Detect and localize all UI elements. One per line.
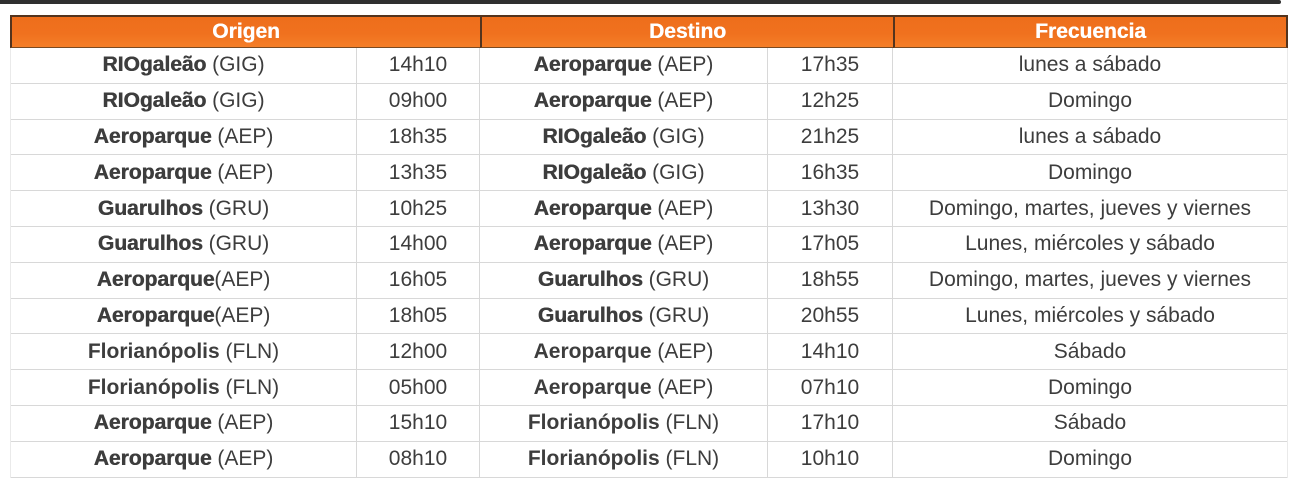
origin-city: Florianópolis bbox=[87, 375, 220, 399]
origin-time-cell bbox=[357, 120, 480, 155]
destination-time-cell bbox=[768, 263, 893, 298]
destination-cell bbox=[480, 370, 768, 405]
destination-airport-code: (AEP) bbox=[651, 232, 714, 256]
frequency-cell bbox=[893, 84, 1287, 119]
origin-airport-code: (GRU) bbox=[202, 196, 270, 220]
destination-city: Aeroparque bbox=[533, 89, 652, 113]
destination-time-cell bbox=[768, 370, 893, 405]
frequency-cell bbox=[893, 48, 1287, 83]
destination-time: 17h05 bbox=[800, 232, 860, 256]
table-row bbox=[11, 370, 1287, 406]
frequency-text: Domingo bbox=[1047, 447, 1133, 471]
destination-time-cell bbox=[768, 299, 893, 334]
frequency-text: Domingo bbox=[1047, 89, 1133, 113]
frequency-text: Sábado bbox=[1053, 411, 1127, 435]
flight-schedule-table bbox=[10, 15, 1288, 478]
table-row bbox=[11, 48, 1287, 84]
origin-time-cell bbox=[357, 227, 480, 262]
destination-airport-code: (AEP) bbox=[651, 196, 714, 220]
origin-time: 08h10 bbox=[388, 447, 448, 471]
destination-cell bbox=[480, 299, 768, 334]
destination-time: 21h25 bbox=[800, 124, 860, 148]
origin-cell bbox=[11, 48, 357, 83]
header-frequency: Frecuencia bbox=[893, 15, 1288, 48]
table-header-row bbox=[10, 15, 1288, 48]
header-destination: Destino bbox=[480, 15, 893, 48]
destination-city: Florianópolis bbox=[527, 447, 660, 471]
destination-city: Aeroparque bbox=[533, 339, 652, 363]
destination-airport-code: (FLN) bbox=[659, 447, 720, 471]
table-row bbox=[11, 263, 1287, 299]
destination-time-cell bbox=[768, 84, 893, 119]
destination-cell bbox=[480, 155, 768, 190]
table-row bbox=[11, 84, 1287, 120]
origin-cell bbox=[11, 191, 357, 226]
destination-airport-code: (GIG) bbox=[646, 124, 705, 148]
destination-cell bbox=[480, 120, 768, 155]
origin-city: Guarulhos bbox=[97, 196, 203, 220]
destination-time: 07h10 bbox=[800, 375, 860, 399]
frequency-text: Sábado bbox=[1053, 339, 1127, 363]
destination-airport-code: (FLN) bbox=[659, 411, 720, 435]
destination-city: RIOgaleão bbox=[542, 124, 647, 148]
frequency-text: lunes a sábado bbox=[1018, 53, 1162, 77]
destination-city: Guarulhos bbox=[537, 268, 643, 292]
destination-time: 17h35 bbox=[800, 53, 860, 77]
destination-cell bbox=[480, 263, 768, 298]
table-row bbox=[11, 442, 1287, 478]
origin-time-cell bbox=[357, 191, 480, 226]
frequency-cell bbox=[893, 191, 1287, 226]
origin-time-cell bbox=[357, 299, 480, 334]
destination-time-cell bbox=[768, 191, 893, 226]
destination-cell bbox=[480, 48, 768, 83]
destination-time-cell bbox=[768, 155, 893, 190]
origin-cell bbox=[11, 370, 357, 405]
destination-city: Florianópolis bbox=[527, 411, 660, 435]
origin-cell bbox=[11, 442, 357, 477]
destination-city: RIOgaleão bbox=[542, 160, 647, 184]
frequency-cell bbox=[893, 370, 1287, 405]
destination-cell bbox=[480, 334, 768, 369]
frequency-cell bbox=[893, 155, 1287, 190]
origin-time: 14h00 bbox=[388, 232, 448, 256]
origin-time: 13h35 bbox=[388, 160, 448, 184]
destination-time-cell bbox=[768, 48, 893, 83]
origin-airport-code: (GIG) bbox=[206, 53, 265, 77]
table-row bbox=[11, 299, 1287, 335]
origin-time-cell bbox=[357, 84, 480, 119]
destination-time: 12h25 bbox=[800, 89, 860, 113]
origin-city: Aeroparque bbox=[93, 447, 212, 471]
origin-airport-code: (GRU) bbox=[202, 232, 270, 256]
table-body bbox=[10, 48, 1288, 478]
origin-time: 14h10 bbox=[388, 53, 448, 77]
destination-city: Aeroparque bbox=[533, 375, 652, 399]
origin-city: RIOgaleão bbox=[102, 89, 207, 113]
origin-time: 18h05 bbox=[388, 303, 448, 327]
frequency-cell bbox=[893, 299, 1287, 334]
origin-time-cell bbox=[357, 48, 480, 83]
origin-airport-code: (FLN) bbox=[219, 339, 280, 363]
destination-cell bbox=[480, 191, 768, 226]
origin-city: Aeroparque bbox=[96, 268, 215, 292]
frequency-cell bbox=[893, 263, 1287, 298]
origin-city: Guarulhos bbox=[97, 232, 203, 256]
destination-time-cell bbox=[768, 334, 893, 369]
header-origin: Origen bbox=[10, 15, 480, 48]
destination-time: 14h10 bbox=[800, 339, 860, 363]
origin-city: Aeroparque bbox=[96, 303, 215, 327]
origin-time-cell bbox=[357, 370, 480, 405]
destination-time: 10h10 bbox=[800, 447, 860, 471]
destination-city: Guarulhos bbox=[537, 303, 643, 327]
destination-time-cell bbox=[768, 120, 893, 155]
destination-airport-code: (AEP) bbox=[651, 339, 714, 363]
origin-airport-code: (FLN) bbox=[219, 375, 280, 399]
destination-time: 18h55 bbox=[800, 268, 860, 292]
table-row bbox=[11, 120, 1287, 156]
origin-time: 18h35 bbox=[388, 124, 448, 148]
frequency-text: lunes a sábado bbox=[1018, 124, 1162, 148]
destination-time-cell bbox=[768, 406, 893, 441]
destination-city: Aeroparque bbox=[533, 53, 652, 77]
origin-cell bbox=[11, 299, 357, 334]
origin-time-cell bbox=[357, 155, 480, 190]
origin-cell bbox=[11, 263, 357, 298]
origin-city: Aeroparque bbox=[93, 160, 212, 184]
destination-cell bbox=[480, 84, 768, 119]
destination-airport-code: (AEP) bbox=[651, 375, 714, 399]
destination-city: Aeroparque bbox=[533, 196, 652, 220]
top-divider-bar bbox=[0, 0, 1281, 4]
destination-time: 20h55 bbox=[800, 303, 860, 327]
origin-airport-code: (AEP) bbox=[211, 447, 274, 471]
origin-time-cell bbox=[357, 406, 480, 441]
destination-time: 13h30 bbox=[800, 196, 860, 220]
destination-airport-code: (GRU) bbox=[642, 268, 710, 292]
destination-cell bbox=[480, 442, 768, 477]
frequency-text: Lunes, miércoles y sábado bbox=[965, 303, 1215, 327]
origin-city: Aeroparque bbox=[93, 411, 212, 435]
frequency-text: Domingo bbox=[1047, 160, 1133, 184]
origin-time: 05h00 bbox=[388, 375, 448, 399]
origin-cell bbox=[11, 227, 357, 262]
origin-time: 12h00 bbox=[388, 339, 448, 363]
destination-airport-code: (GIG) bbox=[646, 160, 705, 184]
origin-airport-code: (AEP) bbox=[214, 268, 271, 292]
frequency-cell bbox=[893, 227, 1287, 262]
table-row bbox=[11, 227, 1287, 263]
destination-cell bbox=[480, 227, 768, 262]
destination-time: 17h10 bbox=[800, 411, 860, 435]
destination-airport-code: (AEP) bbox=[651, 89, 714, 113]
destination-city: Aeroparque bbox=[533, 232, 652, 256]
frequency-text: Domingo, martes, jueves y viernes bbox=[928, 268, 1252, 292]
destination-time-cell bbox=[768, 227, 893, 262]
table-row bbox=[11, 406, 1287, 442]
origin-time: 10h25 bbox=[388, 196, 448, 220]
origin-cell bbox=[11, 334, 357, 369]
destination-airport-code: (AEP) bbox=[651, 53, 714, 77]
frequency-text: Lunes, miércoles y sábado bbox=[965, 232, 1215, 256]
frequency-cell bbox=[893, 406, 1287, 441]
frequency-text: Domingo bbox=[1047, 375, 1133, 399]
origin-airport-code: (GIG) bbox=[206, 89, 265, 113]
origin-city: RIOgaleão bbox=[102, 53, 207, 77]
destination-time: 16h35 bbox=[800, 160, 860, 184]
origin-airport-code: (AEP) bbox=[211, 124, 274, 148]
frequency-cell bbox=[893, 120, 1287, 155]
origin-time-cell bbox=[357, 442, 480, 477]
destination-cell bbox=[480, 406, 768, 441]
frequency-cell bbox=[893, 442, 1287, 477]
origin-time-cell bbox=[357, 263, 480, 298]
table-row bbox=[11, 334, 1287, 370]
origin-cell bbox=[11, 120, 357, 155]
origin-city: Aeroparque bbox=[93, 124, 212, 148]
destination-airport-code: (GRU) bbox=[642, 303, 710, 327]
origin-city: Florianópolis bbox=[87, 339, 220, 363]
origin-airport-code: (AEP) bbox=[211, 160, 274, 184]
destination-time-cell bbox=[768, 442, 893, 477]
origin-cell bbox=[11, 84, 357, 119]
origin-time-cell bbox=[357, 334, 480, 369]
origin-time: 16h05 bbox=[388, 268, 448, 292]
frequency-cell bbox=[893, 334, 1287, 369]
origin-time: 15h10 bbox=[388, 411, 448, 435]
origin-time: 09h00 bbox=[388, 89, 448, 113]
table-row bbox=[11, 191, 1287, 227]
origin-airport-code: (AEP) bbox=[211, 411, 274, 435]
origin-cell bbox=[11, 406, 357, 441]
origin-cell bbox=[11, 155, 357, 190]
origin-airport-code: (AEP) bbox=[214, 303, 271, 327]
table-row bbox=[11, 155, 1287, 191]
frequency-text: Domingo, martes, jueves y viernes bbox=[928, 196, 1252, 220]
